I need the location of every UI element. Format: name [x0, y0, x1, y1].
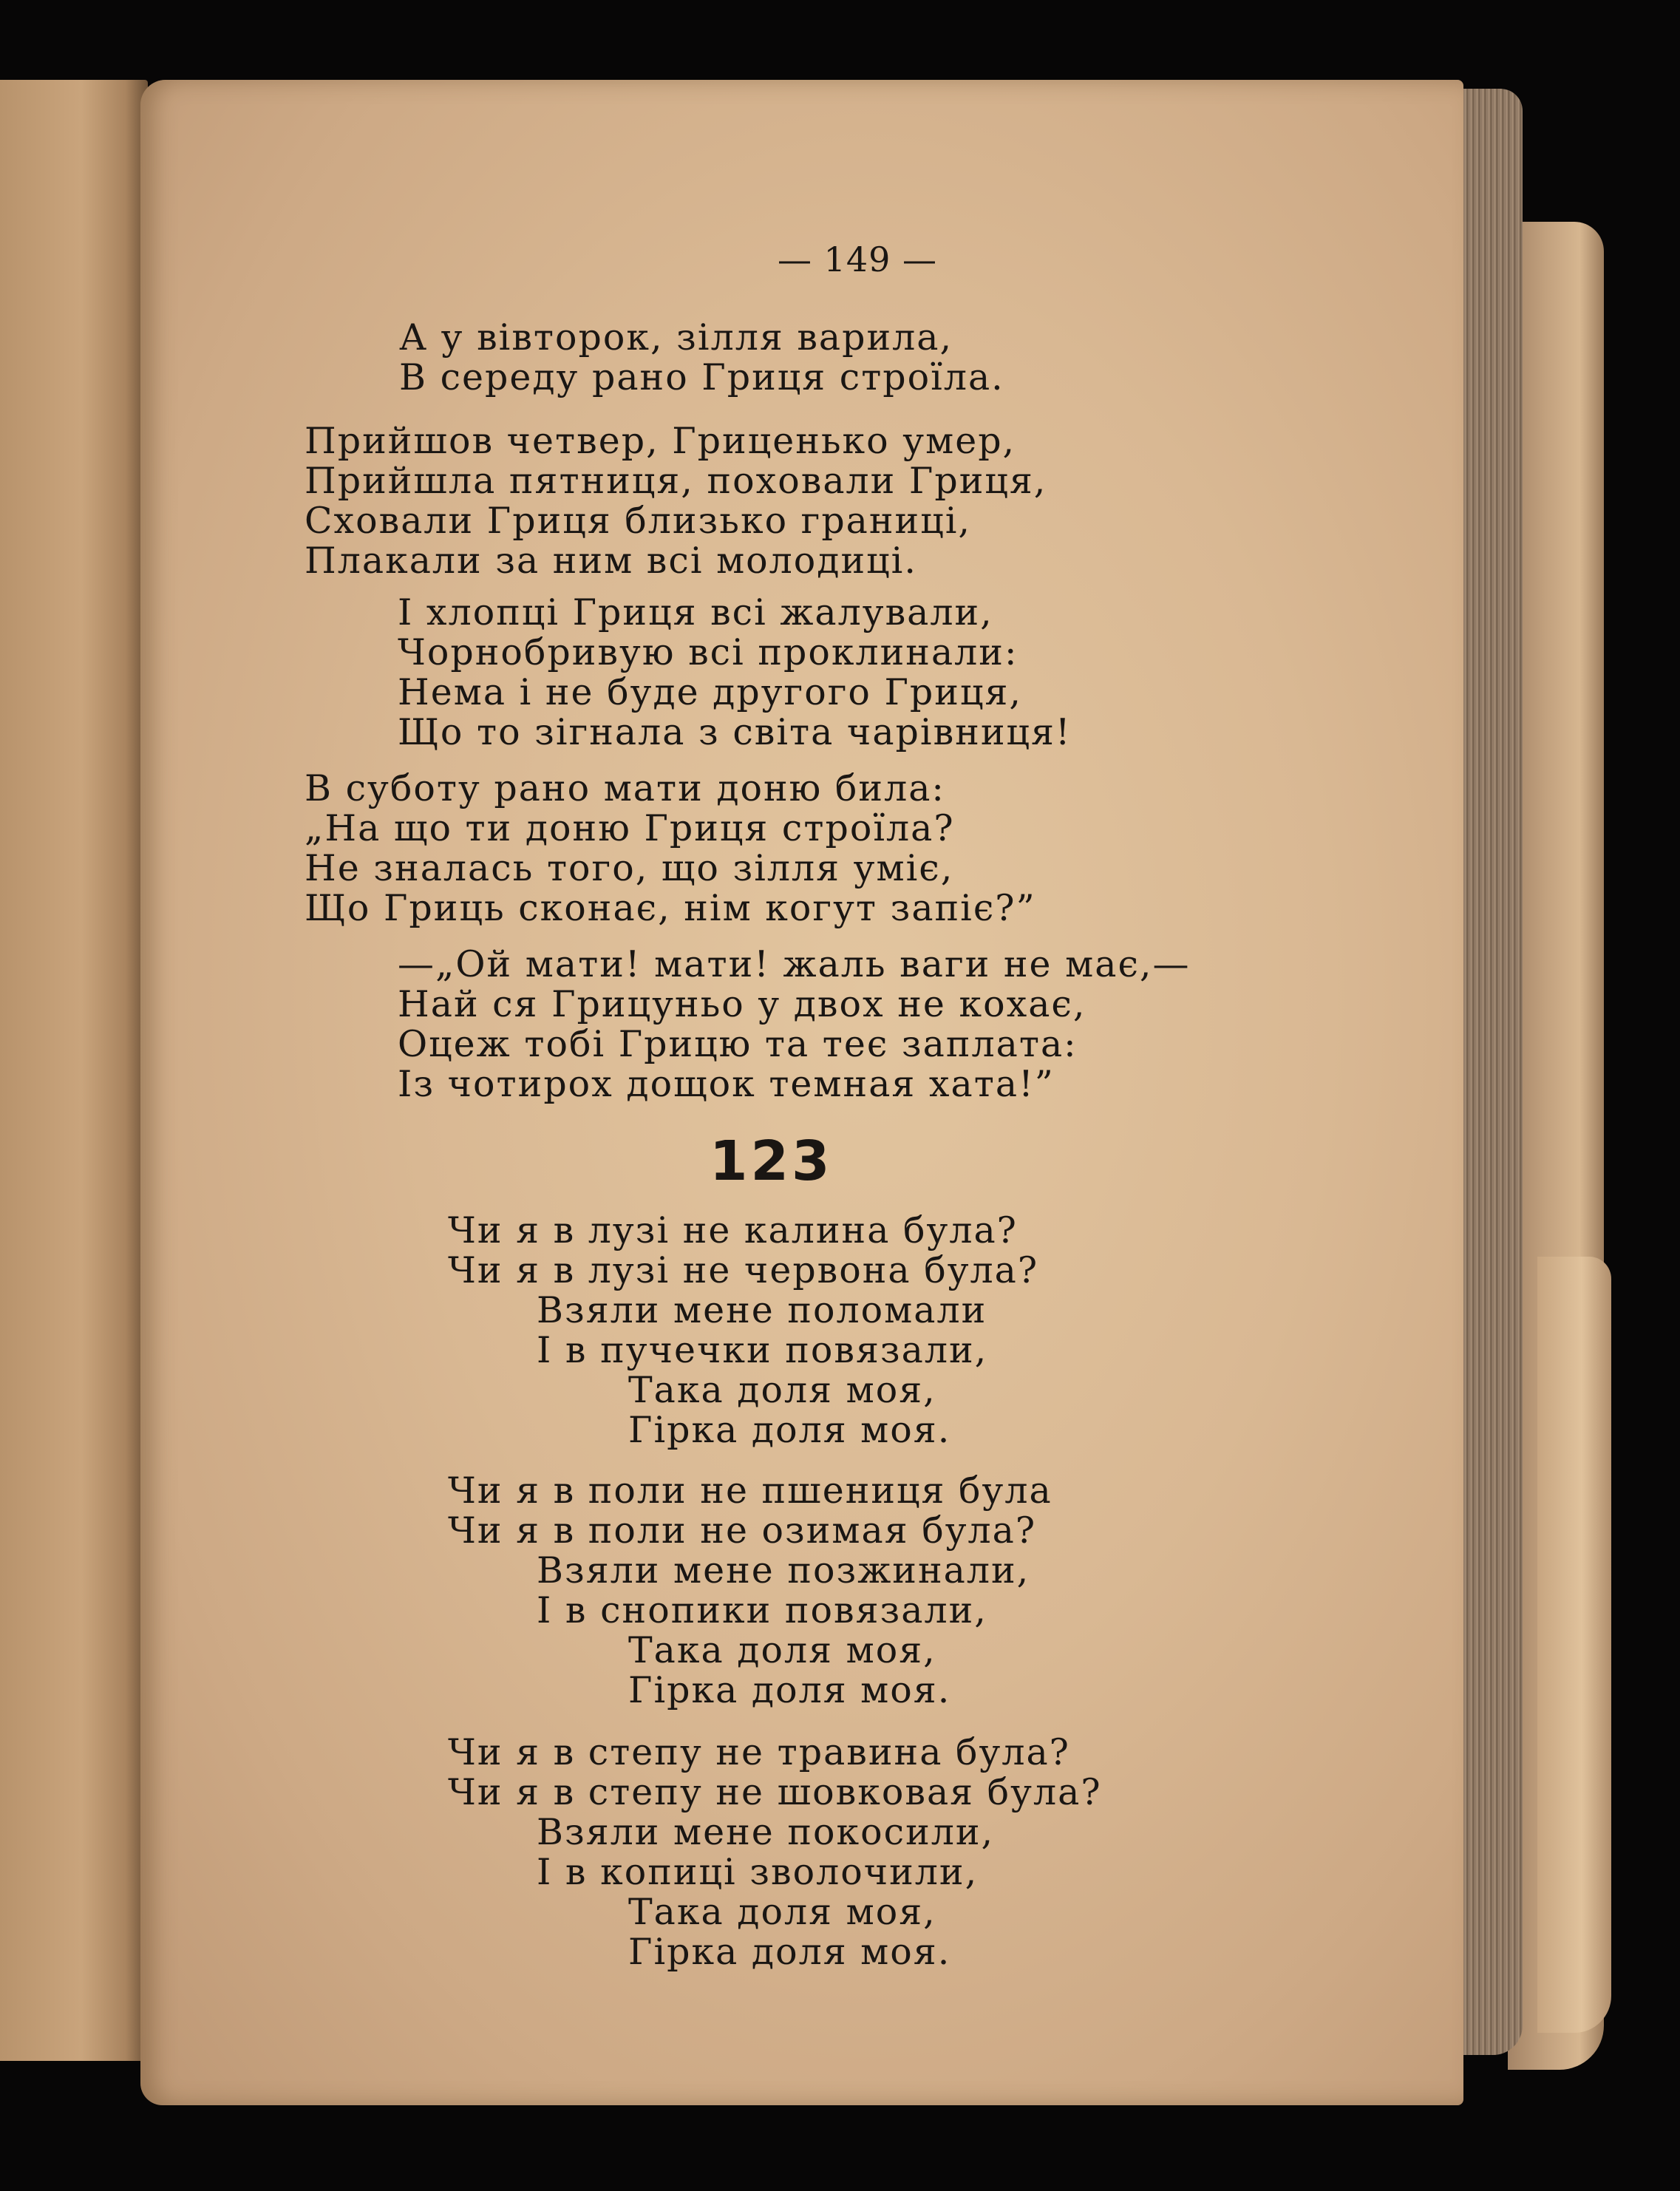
refrain-line: Гірка доля моя. — [628, 1931, 951, 1973]
stanza-123-2 — [448, 1471, 1052, 1711]
verse-line: Нема і не буде другого Гриця, — [398, 671, 1022, 713]
refrain-line: Гірка доля моя. — [628, 1669, 951, 1711]
page-text — [140, 80, 1463, 2105]
verse-line: Взяли мене позжинали, — [537, 1549, 1030, 1592]
verse-line: Оцеж тобі Грицю та теє заплата: — [398, 1023, 1078, 1065]
verse-line: Чи я в лузі не червона була? — [448, 1249, 1039, 1291]
verse-line: Чи я в поли не пшениця була — [448, 1470, 1052, 1512]
refrain-line: Така доля моя, — [628, 1369, 936, 1411]
verse-line: І хлопці Гриця всі жалували, — [398, 591, 993, 633]
verse-line: І в пучечки повязали, — [537, 1329, 988, 1371]
stanza-122-4 — [305, 769, 1036, 928]
verse-line: Що Гриць сконає, нім когут запіє?” — [305, 887, 1036, 929]
verse-line: Чи я в поли не озимая була? — [448, 1509, 1037, 1552]
song-number: 123 — [710, 1130, 833, 1193]
page-number: — 149 — — [777, 240, 938, 279]
verse-line: Не зналась того, що зілля уміє, — [305, 847, 954, 889]
verse-line: І в снопики повязали, — [537, 1589, 987, 1631]
verse-line: В суботу рано мати доню била: — [305, 767, 945, 809]
verse-line: Взяли мене покосили, — [537, 1811, 995, 1853]
verse-line: Чи я в лузі не калина була? — [448, 1209, 1018, 1251]
refrain-line: Така доля моя, — [628, 1629, 936, 1671]
verse-line: —„Ой мати! мати! жаль ваги не має,— — [398, 943, 1191, 985]
stanza-122-2 — [305, 421, 1047, 581]
stanza-122-1 — [399, 318, 1004, 398]
verse-line: Чи я в степу не шовковая була? — [448, 1771, 1102, 1813]
refrain-line: Така доля моя, — [628, 1891, 936, 1933]
verse-line: В середу рано Гриця строїла. — [399, 356, 1004, 398]
book-page — [140, 80, 1463, 2105]
verse-line: І в копиці зволочили, — [537, 1851, 979, 1893]
refrain-line: Гірка доля моя. — [628, 1409, 951, 1451]
verse-line: Най ся Грицуньо у двох не кохає, — [398, 983, 1086, 1025]
verse-line: Прийшов четвер, Гриценько умер, — [305, 420, 1016, 462]
verse-line: Із чотирох дощок темная хата!” — [398, 1063, 1055, 1105]
verse-line: А у вівторок, зілля варила, — [399, 316, 953, 359]
verse-line: Що то зігнала з світа чарівниця! — [398, 711, 1072, 753]
stanza-122-5 — [398, 945, 1190, 1104]
verse-line: Прийшла пятниця, поховали Гриця, — [305, 460, 1047, 502]
verse-line: Плакали за ним всі молодиці. — [305, 540, 917, 582]
verse-line: „На що ти доню Гриця строїла? — [305, 807, 955, 849]
stanza-122-3 — [398, 593, 1072, 753]
page-edges-lower — [1537, 1257, 1611, 2033]
verse-line: Чи я в степу не травина була? — [448, 1731, 1070, 1773]
stanza-123-3 — [448, 1733, 1102, 1972]
left-page-edge — [0, 80, 148, 2061]
verse-line: Сховали Гриця близько границі, — [305, 500, 971, 542]
stanza-123-1 — [448, 1211, 1038, 1450]
verse-line: Взяли мене поломали — [537, 1289, 987, 1331]
verse-line: Чорнобривую всі проклинали: — [398, 631, 1018, 673]
